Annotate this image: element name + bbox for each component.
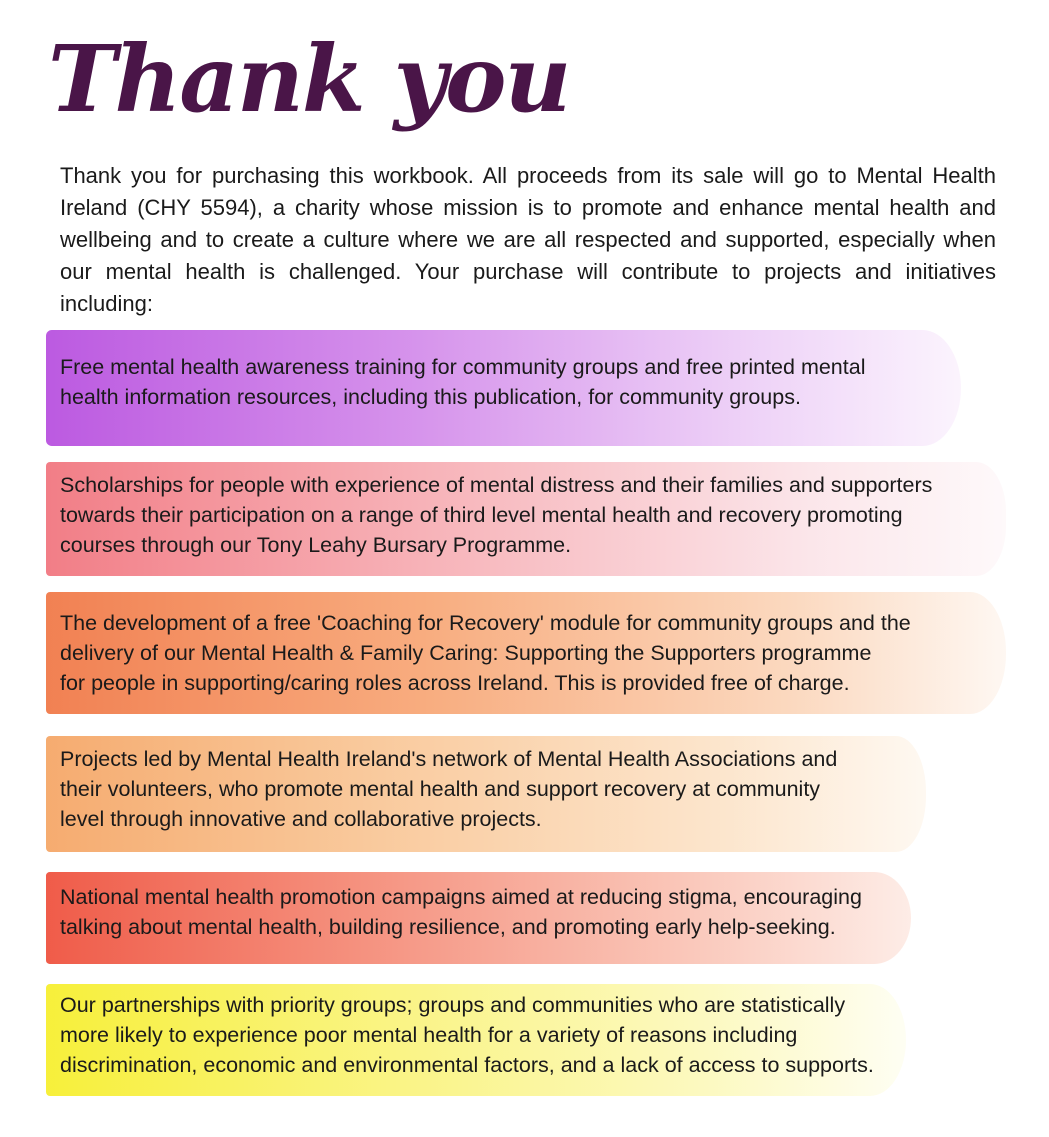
intro-paragraph: Thank you for purchasing this workbook. All proceeds from its sale will go to Mental Health Ireland (CHY 5594), a charity whose mission is to promote and enhance mental health and wellbeing and to create a culture where we are all respected and supported, especially when our mental health is challenged. Your purchase will contribute to projects and initiatives including: (60, 163, 996, 316)
initiative-line: level through innovative and collaborative projects. (60, 807, 542, 831)
initiative-line: The development of a free 'Coaching for Recovery' module for community groups and the (60, 611, 911, 635)
initiative-band-coaching (46, 592, 1006, 714)
initiative-text (60, 990, 940, 1080)
initiative-line: Our partnerships with priority groups; groups and communities who are statistically (60, 993, 846, 1017)
initiative-line: more likely to experience poor mental health for a variety of reasons including (60, 1023, 798, 1047)
initiative-band-training (46, 330, 961, 446)
initiative-line: their volunteers, who promote mental health and support recovery at community (60, 777, 821, 801)
initiative-line: talking about mental health, building resilience, and promoting early help-seeking. (60, 915, 836, 939)
initiative-band-partnerships (46, 984, 906, 1096)
initiative-line: Projects led by Mental Health Ireland's network of Mental Health Associations and (60, 747, 838, 771)
initiative-line: courses through our Tony Leahy Bursary Programme. (60, 533, 572, 557)
initiative-line: Free mental health awareness training for community groups and free printed mental (60, 355, 866, 379)
initiative-text (60, 882, 920, 942)
initiative-line: discrimination, economic and environmental factors, and a lack of access to supports. (60, 1053, 874, 1077)
initiative-band-campaigns (46, 872, 911, 964)
initiative-text (60, 470, 1000, 560)
initiative-band-scholarships (46, 462, 1006, 576)
initiative-text (60, 744, 920, 834)
initiative-line: Scholarships for people with experience of mental distress and their families and supporters (60, 473, 933, 497)
initiative-text (60, 352, 940, 412)
initiative-line: for people in supporting/caring roles across Ireland. This is provided free of charge. (60, 671, 850, 695)
initiative-text (60, 608, 980, 698)
initiative-band-projects (46, 736, 926, 852)
initiative-line: National mental health promotion campaigns aimed at reducing stigma, encouraging (60, 885, 862, 909)
initiative-line: health information resources, including this publication, for community groups. (60, 385, 801, 409)
initiative-line: delivery of our Mental Health & Family Caring: Supporting the Supporters programme (60, 641, 872, 665)
initiative-line: towards their participation on a range of third level mental health and recovery promoting (60, 503, 903, 527)
page-title: Thank you (48, 25, 570, 133)
